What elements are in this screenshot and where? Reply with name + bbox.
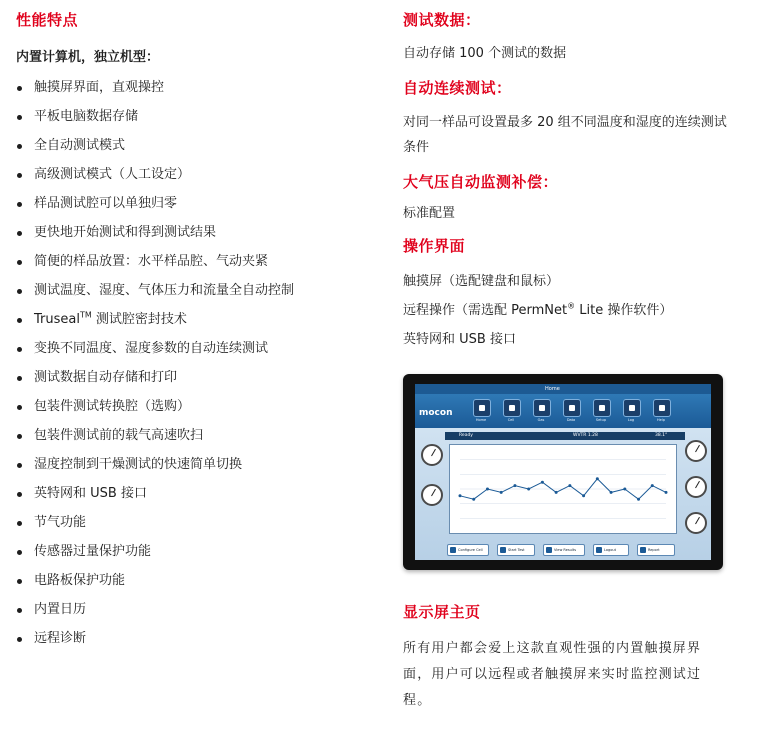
mocon-logo: mocon <box>419 408 453 418</box>
screen-chart <box>449 444 677 534</box>
chart-point <box>486 488 489 491</box>
bullet-icon <box>17 260 22 265</box>
screen-nav-label: Home <box>475 418 487 422</box>
screen-nav-button <box>623 399 641 417</box>
feature-item: 内置日历 <box>16 600 376 629</box>
screen-nav-label: Gas <box>537 418 545 422</box>
ui-line-1: 触摸屏（选配键盘和鼠标） <box>403 274 560 289</box>
display-text: 所有用户都会爱上这款直观性强的内置触摸屏界面，用户可以远程或者触摸屏来实时监控测试过程。 <box>403 641 702 708</box>
features-heading: 性能特点 <box>16 11 79 29</box>
feature-item: Truseal™ 测试腔密封技术 <box>16 310 376 339</box>
test-data-text: 自动存储 100 个测试的数据 <box>403 46 567 61</box>
bullet-icon <box>17 202 22 207</box>
feature-item: 触摸屏界面，直观操控 <box>16 78 376 107</box>
bullet-icon <box>17 115 22 120</box>
chart-point <box>541 481 544 484</box>
screen-nav-label: Help <box>657 418 665 422</box>
bullet-icon <box>17 289 22 294</box>
feature-item: 平板电脑数据存储 <box>16 107 376 136</box>
feature-item: 湿度控制到干燥测试的快速简单切换 <box>16 455 376 484</box>
ui-line-2: 远程操作（需选配 PermNet® Lite 操作软件） <box>403 301 673 318</box>
bullet-icon <box>17 347 22 352</box>
screen-nav-label: Data <box>566 418 576 422</box>
screen-nav-button <box>473 399 491 417</box>
chart-point <box>665 491 668 494</box>
bullet-icon <box>17 434 22 439</box>
test-data-heading: 测试数据： <box>403 11 481 29</box>
features-column <box>16 10 376 658</box>
bullet-icon <box>17 405 22 410</box>
display-heading: 显示屏主页 <box>403 603 481 621</box>
chart-point <box>500 491 503 494</box>
chart-point <box>555 491 558 494</box>
gauge-icon <box>421 484 443 506</box>
bullet-icon <box>17 550 22 555</box>
screen-nav-label: Setup <box>595 418 607 422</box>
ui-heading: 操作界面 <box>403 237 466 255</box>
feature-item: 节气功能 <box>16 513 376 542</box>
bullet-icon <box>17 86 22 91</box>
feature-item: 变换不同温度、湿度参数的自动连续测试 <box>16 339 376 368</box>
bullet-icon <box>17 521 22 526</box>
screen-nav-button <box>593 399 611 417</box>
gauge-icon <box>685 476 707 498</box>
feature-item: 包装件测试转换腔（选购） <box>16 397 376 426</box>
auto-serial-text: 对同一样品可设置最多 20 组不同温度和湿度的连续测试条件 <box>403 115 727 155</box>
gauge-icon <box>685 512 707 534</box>
screen-nav-button <box>533 399 551 417</box>
bullet-icon <box>17 318 22 323</box>
chart-point <box>527 488 530 491</box>
bullet-icon <box>17 579 22 584</box>
feature-item: 英特网和 USB 接口 <box>16 484 376 513</box>
bullet-icon <box>17 608 22 613</box>
auto-serial-heading: 自动连续测试： <box>403 79 512 97</box>
screen-nav-label: Cell <box>507 418 515 422</box>
bullet-icon <box>17 231 22 236</box>
feature-item: 更快地开始测试和得到测试结果 <box>16 223 376 252</box>
feature-item: 样品测试腔可以单独归零 <box>16 194 376 223</box>
features-subheading: 内置计算机，独立机型： <box>16 50 160 65</box>
feature-item: 简便的样品放置：水平样品腔、气动夹紧 <box>16 252 376 281</box>
feature-item: 测试数据自动存储和打印 <box>16 368 376 397</box>
feature-item: 传感器过量保护功能 <box>16 542 376 571</box>
feature-item: 远程诊断 <box>16 629 376 658</box>
bullet-icon <box>17 637 22 642</box>
bullet-icon <box>17 144 22 149</box>
bullet-icon <box>17 492 22 497</box>
screen-toolbar <box>443 544 691 556</box>
screen-nav-button <box>653 399 671 417</box>
chart-point <box>623 488 626 491</box>
gauge-icon <box>421 444 443 466</box>
screen-title-bar: Home <box>415 384 711 394</box>
feature-item: 全自动测试模式 <box>16 136 376 165</box>
screen-toolbar-button: Start Test <box>497 544 535 556</box>
feature-item: 高级测试模式（人工设定） <box>16 165 376 194</box>
feature-item: 包装件测试前的载气高速吹扫 <box>16 426 376 455</box>
bullet-icon <box>17 173 22 178</box>
chart-point <box>610 491 613 494</box>
feature-item: 电路板保护功能 <box>16 571 376 600</box>
chart-point <box>596 477 599 480</box>
screen-toolbar-button: Logout <box>593 544 629 556</box>
screen-nav-label: Log <box>627 418 635 422</box>
chart-point <box>513 484 516 487</box>
baro-heading: 大气压自动监测补偿： <box>403 173 559 191</box>
baro-text: 标准配置 <box>403 206 456 221</box>
screen-nav-bar <box>415 394 711 428</box>
touchscreen-display <box>415 384 711 560</box>
chart-point <box>472 498 475 501</box>
screen-toolbar-button: Report <box>637 544 675 556</box>
screen-nav-button <box>503 399 521 417</box>
chart-point <box>651 484 654 487</box>
screen-toolbar-button: View Results <box>543 544 585 556</box>
bullet-icon <box>17 463 22 468</box>
feature-item: 测试温度、湿度、气体压力和流量全自动控制 <box>16 281 376 310</box>
chart-point <box>459 494 462 497</box>
ui-line-3: 英特网和 USB 接口 <box>403 332 516 347</box>
screen-info-bar: Ready WVTR 1.28 38.1° <box>445 432 685 440</box>
gauge-icon <box>685 440 707 462</box>
touchscreen-photo <box>403 374 723 570</box>
chart-point <box>582 494 585 497</box>
chart-point <box>568 484 571 487</box>
chart-point <box>637 498 640 501</box>
bullet-icon <box>17 376 22 381</box>
screen-toolbar-button: Configure Cell <box>447 544 489 556</box>
screen-nav-button <box>563 399 581 417</box>
feature-list <box>16 78 376 658</box>
